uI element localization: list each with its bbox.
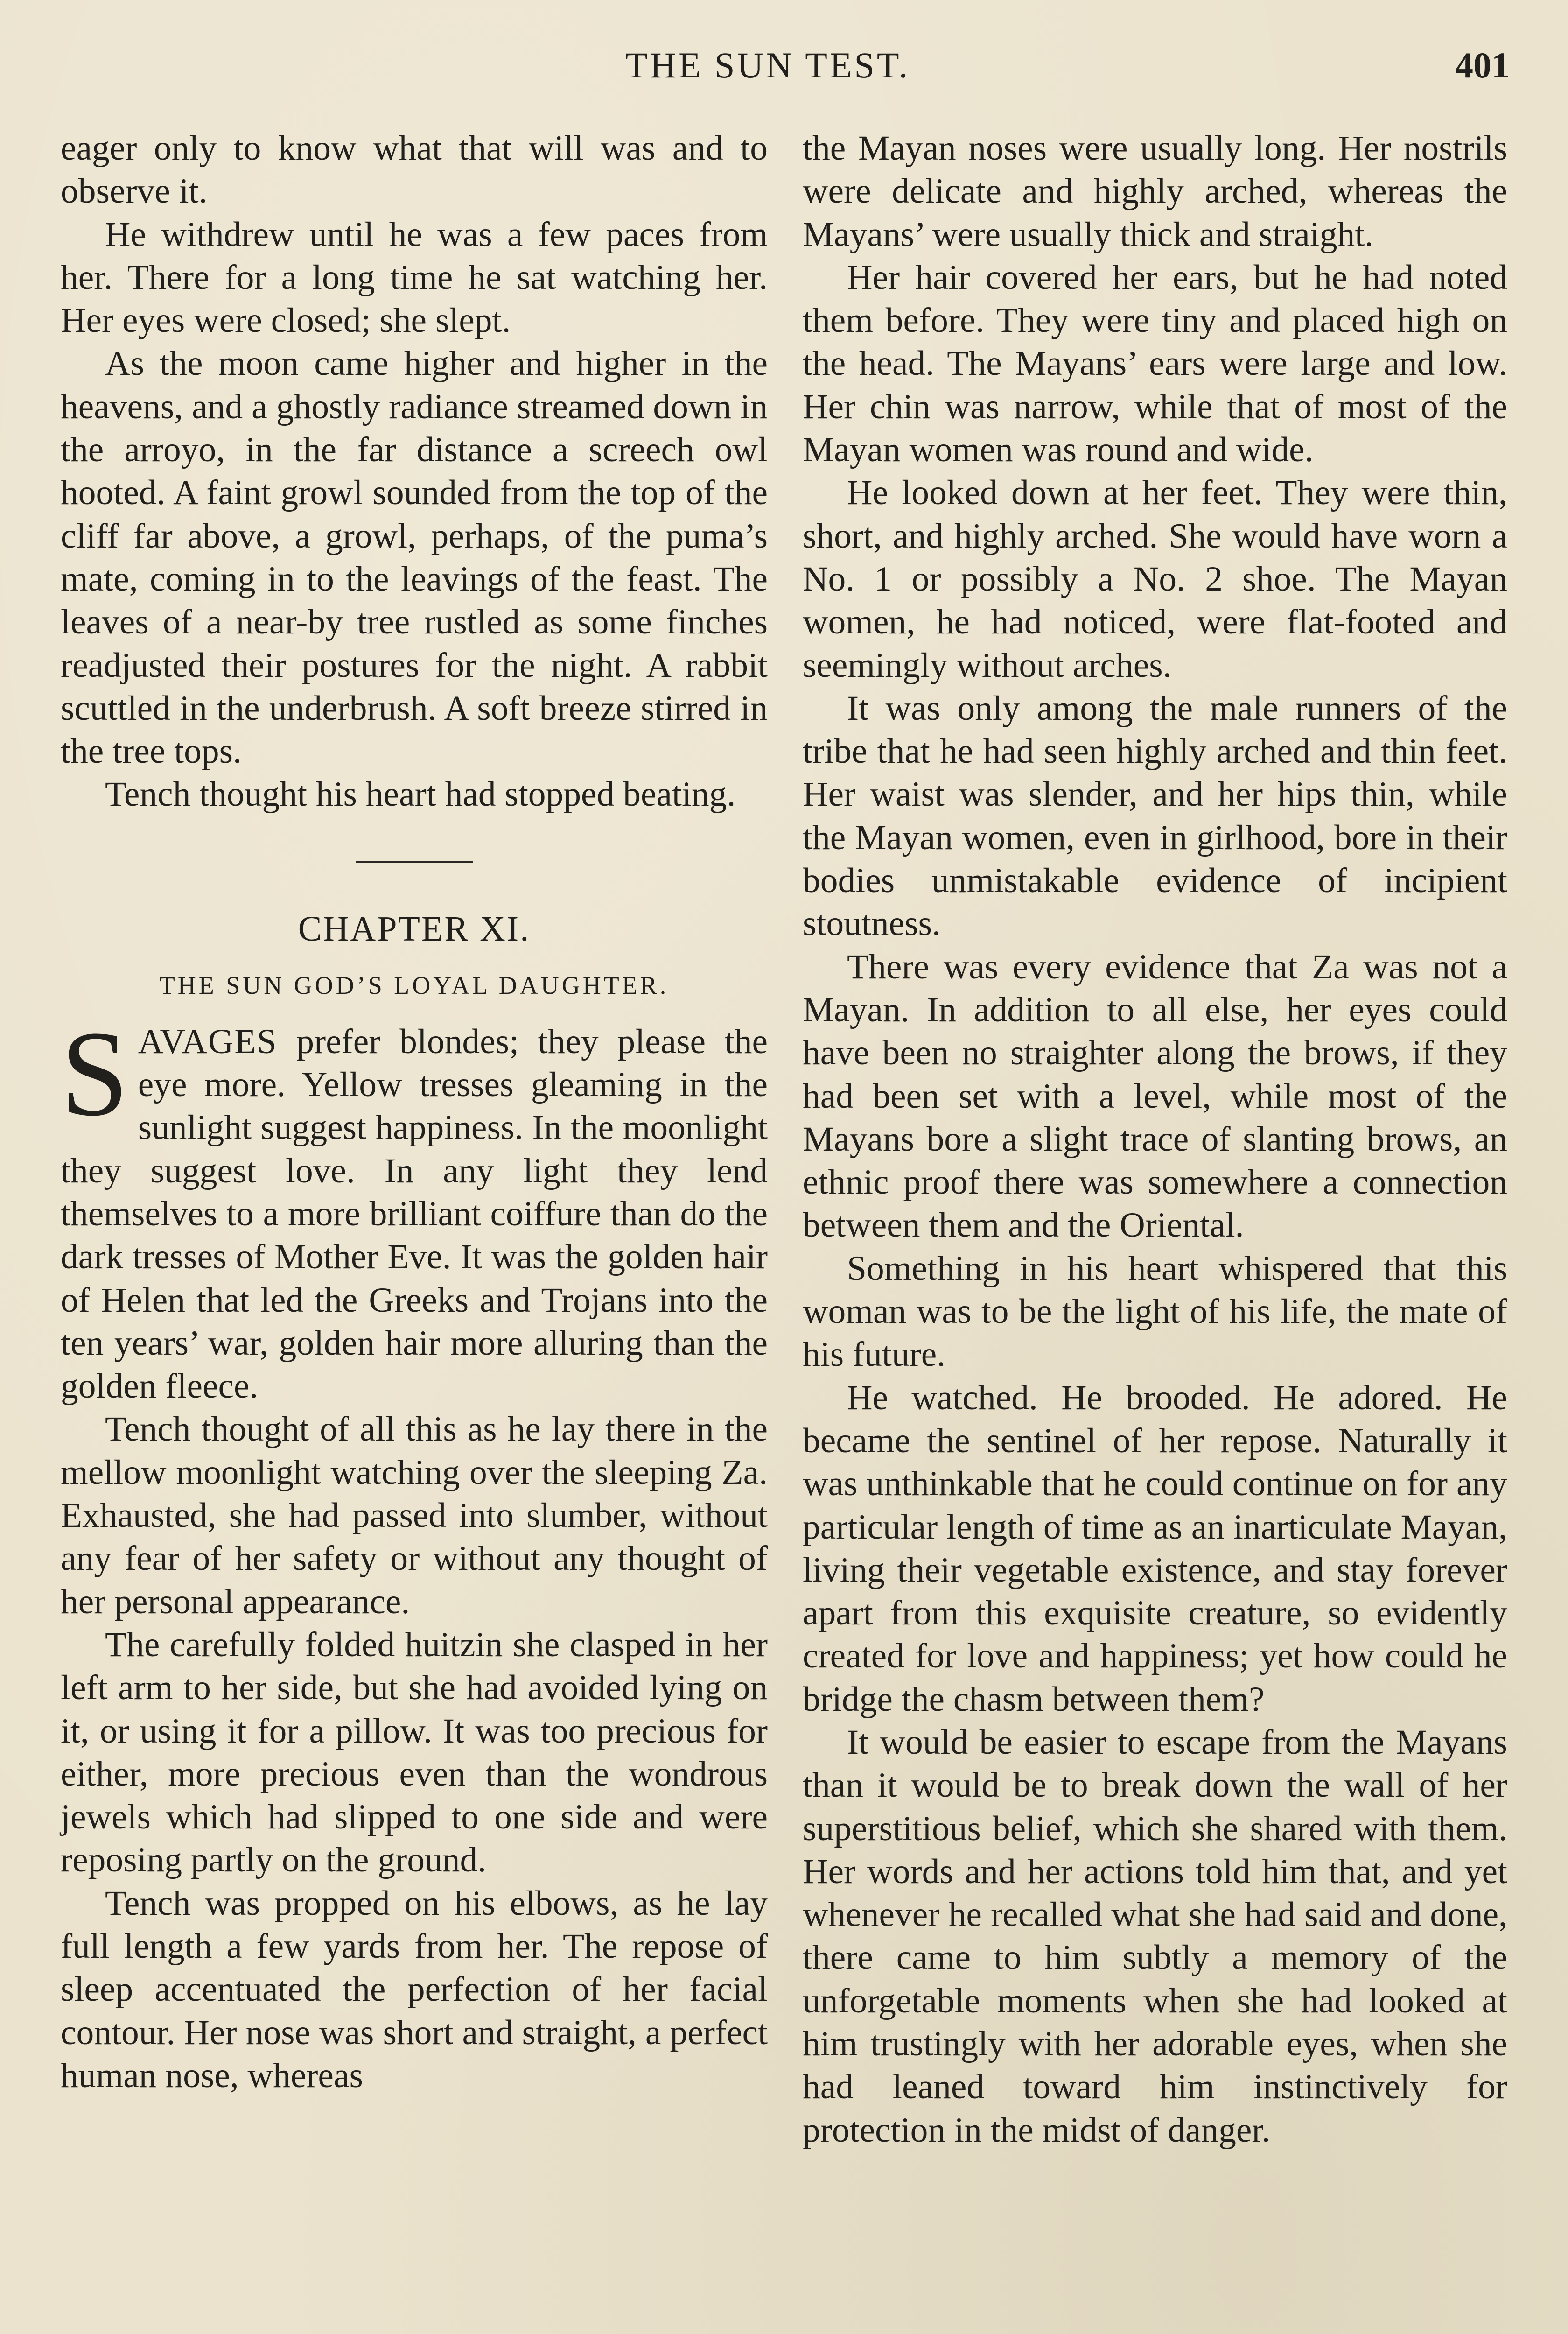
running-title: THE SUN TEST. [625,45,910,85]
section-divider [356,861,473,863]
paragraph: As the moon came higher and higher in the heavens, and a ghostly radiance streamed down in the arroyo, in the far distance a screech owl hooted. A faint growl sounded from the top of the cliff far above, a growl, perhaps, of the puma’s mate, coming in to the leavings of the feast. The leaves of a near-by tree rustled as some finches readjusted their postures for the night. A rabbit scuttled in the underbrush. A soft breeze stirred in the tree tops. [61,344,768,771]
paragraph: He watched. He brooded. He adored. He became the sentinel of her repose. Naturally it was unthinkable that he could continue on for any particular length of time as an inarticulate Mayan, living their vegetable existence, and stay forever apart from this exquisite creature, so evidently created for love and happiness; yet how could he bridge the chasm between them? [803,1378,1507,1719]
paragraph: It was only among the male runners of the tribe that he had seen highly arched and thin feet. Her waist was slender, and her hips thin, while the Mayan women, even in girlhood, bore in their bodies unmistakable evidence of incipient stoutness. [803,689,1507,943]
paragraph: Tench thought of all this as he lay there in the mellow moonlight watching over the sleeping Za. Exhausted, she had passed into slumber, without any fear of her safety or without any thought of her personal appearance. [61,1410,768,1621]
right-column [803,127,1507,2152]
paragraph: Tench thought his heart had stopped beating. [105,775,736,814]
paragraph: Tench was propped on his elbows, as he lay full length a few yards from her. The repose of sleep accentuated the perfection of her facial contour. Her nose was short and straight, a perfect human nose, whereas [61,1884,768,2095]
page-number: 401 [1455,45,1510,85]
paragraph: eager only to know what that will was and to observe it. [61,129,768,211]
drop-cap: S [61,1005,129,1141]
opening-paragraph [61,1005,768,1408]
paragraph: Her hair covered her ears, but he had noted them before. They were tiny and placed high on the head. The Mayans’ ears were large and low. Her chin was narrow, while that of most of the Mayan women was round and wide. [803,258,1507,470]
paragraph: the Mayan noses were usually long. Her nostrils were delicate and highly arched, whereas the Mayans’ were usually thick and straight. [803,129,1507,254]
paragraph: He withdrew until he was a few paces from her. There for a long time he sat watching her. Her eyes were closed; she slept. [61,215,768,340]
paragraph: He looked down at her feet. They were thin, short, and highly arched. She would have worn a No. 1 or possibly a No. 2 shoe. The Mayan women, he had noticed, were flat-footed and seemingly without arches. [803,473,1507,685]
chapter-subtitle: THE SUN GOD’S LOYAL DAUGHTER. [159,971,669,999]
chapter-title: CHAPTER XI. [298,909,531,949]
opening-word: AVAGES [138,1022,278,1061]
paragraph: Something in his heart whispered that this woman was to be the light of his life, the mate of his future. [803,1249,1507,1374]
opening-text: prefer blondes; they please the eye more. Yellow tresses gleaming in the sunlight suggest happiness. In the moonlight they suggest love. In any light they lend themselves to a more brilliant coiffure than do the dark tresses of Mother Eve. It was the golden hair of Helen that led the Greeks and Trojans into the ten years’ war, golden hair more alluring than the golden fleece. [61,1022,768,1406]
left-column [61,127,768,2097]
paragraph: There was every evidence that Za was not a Mayan. In addition to all else, her eyes could have been no straighter along the brows, if they had been set with a level, while most of the Mayans bore a slight trace of slanting brows, an ethnic proof there was somewhere a connection between them and the Oriental. [803,947,1507,1245]
paragraph: It would be easier to escape from the Mayans than it would be to break down the wall of her superstitious belief, which she shared with them. Her words and her actions told him that, and yet whenever he recalled what she had said and done, there came to him subtly a memory of the unforgetable moments when she had looked at him trustingly with her adorable eyes, when she had leaned toward him instinctively for protection in the midst of danger. [803,1722,1507,2150]
paragraph: The carefully folded huitzin she clasped in her left arm to her side, but she had avoided lying on it, or using it for a pillow. It was too precious for either, more precious even than the wondrous jewels which had slipped to one side and were reposing partly on the ground. [61,1625,768,1880]
